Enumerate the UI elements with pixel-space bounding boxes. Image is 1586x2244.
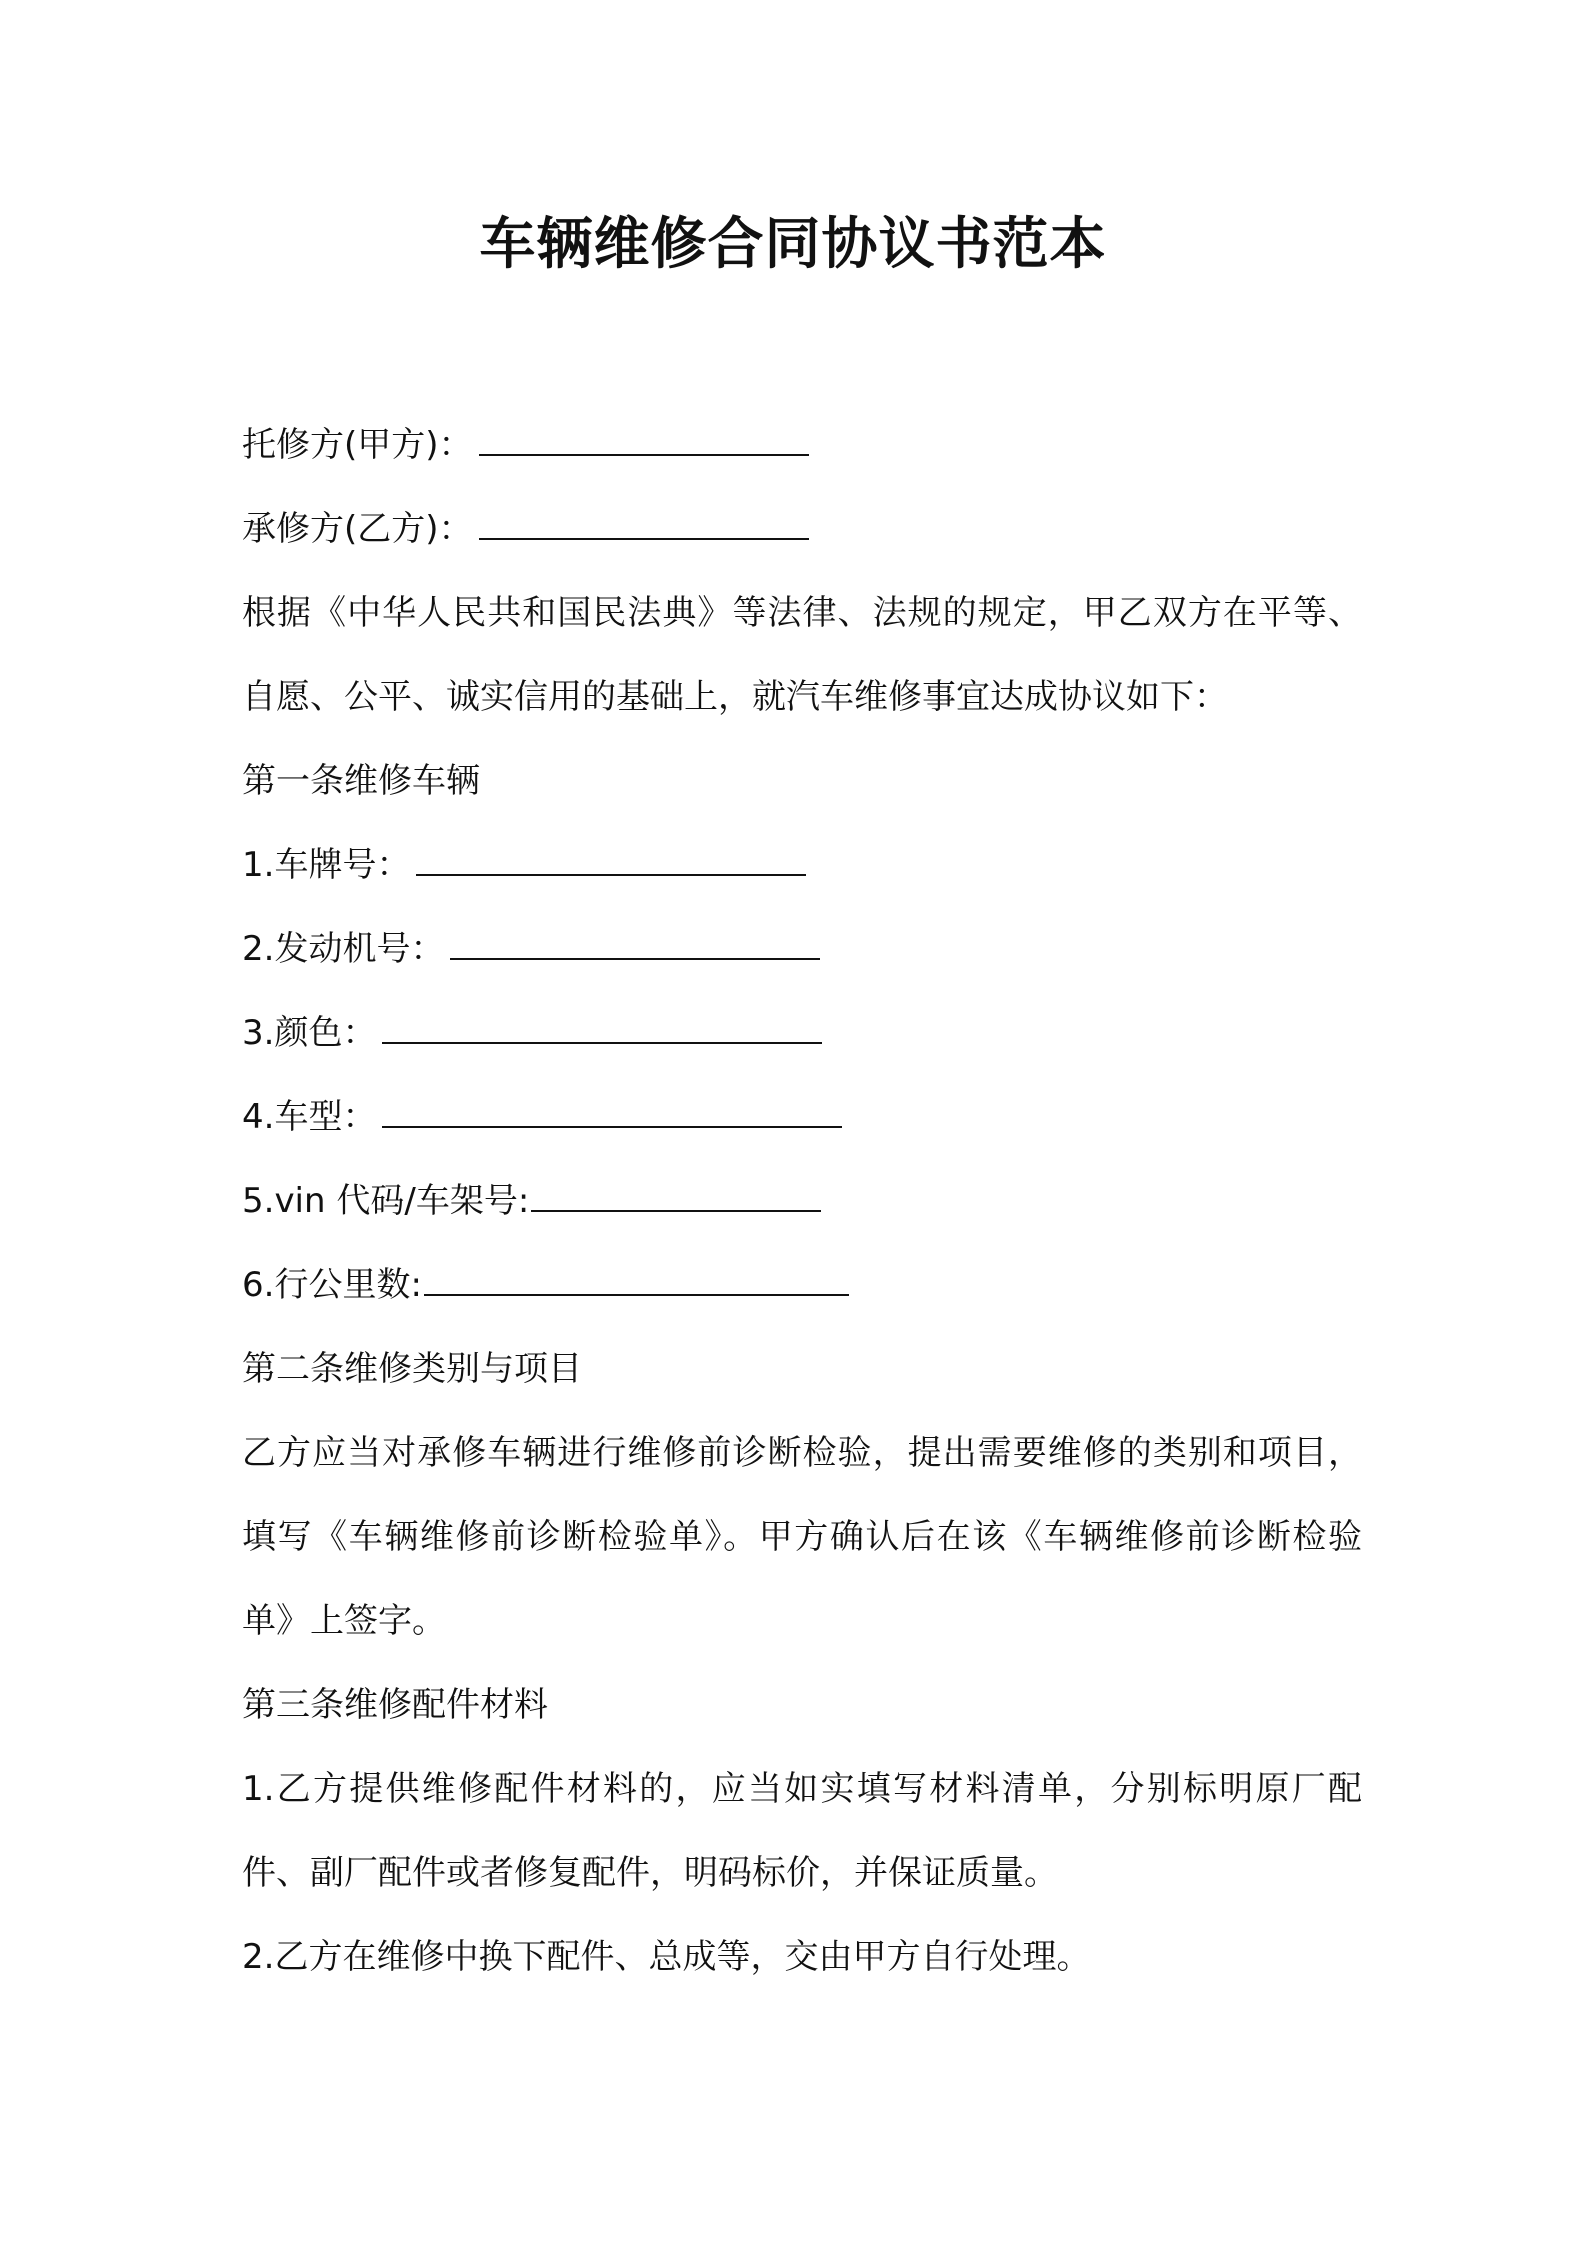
color-blank[interactable] — [382, 1012, 822, 1044]
mileage-blank[interactable] — [424, 1264, 849, 1296]
party-b-label: 承修方(乙方)： — [242, 509, 473, 549]
article2-paragraph: 乙方应当对承修车辆进行维修前诊断检验，提出需要维修的类别和项目，填写《车辆维修前诊断检验单》。甲方确认后在该《车辆维修前诊断检验单》上签字。 — [242, 1433, 1362, 1641]
article3-item1: 1.乙方提供维修配件材料的，应当如实填写材料清单，分别标明原厂配件、副厂配件或者修复配件，明码标价，并保证质量。 — [242, 1769, 1362, 1893]
mileage-line — [242, 1243, 1362, 1327]
vin-label: 5.vin 代码/车架号: — [242, 1181, 530, 1221]
article1-heading: 第一条维修车辆 — [242, 761, 480, 801]
mileage-label: 6.行公里数: — [242, 1265, 422, 1305]
document-title: 车辆维修合同协议书范本 — [479, 212, 1107, 277]
article3-item2: 2.乙方在维修中换下配件、总成等，交由甲方自行处理。 — [242, 1937, 1091, 1977]
party-a-line — [242, 403, 1362, 487]
vin-blank[interactable] — [531, 1180, 821, 1212]
plate-number-label: 1.车牌号： — [242, 845, 411, 885]
color-line — [242, 991, 1362, 1075]
article2-heading: 第二条维修类别与项目 — [242, 1349, 582, 1389]
model-blank[interactable] — [382, 1096, 842, 1128]
vin-line — [242, 1159, 1362, 1243]
engine-number-blank[interactable] — [450, 928, 820, 960]
model-label: 4.车型： — [242, 1097, 377, 1137]
party-a-label: 托修方(甲方)： — [242, 425, 473, 465]
intro-paragraph: 根据《中华人民共和国民法典》等法律、法规的规定，甲乙双方在平等、自愿、公平、诚实信用的基础上，就汽车维修事宜达成协议如下： — [242, 593, 1362, 717]
party-b-blank[interactable] — [479, 508, 809, 540]
plate-number-blank[interactable] — [416, 844, 806, 876]
party-b-line — [242, 487, 1362, 571]
engine-number-label: 2.发动机号： — [242, 929, 445, 969]
color-label: 3.颜色： — [242, 1013, 377, 1053]
party-a-blank[interactable] — [479, 424, 809, 456]
model-line — [242, 1075, 1362, 1159]
engine-number-line — [242, 907, 1362, 991]
plate-number-line — [242, 823, 1362, 907]
document-body — [242, 403, 1362, 1999]
article3-heading: 第三条维修配件材料 — [242, 1685, 548, 1725]
